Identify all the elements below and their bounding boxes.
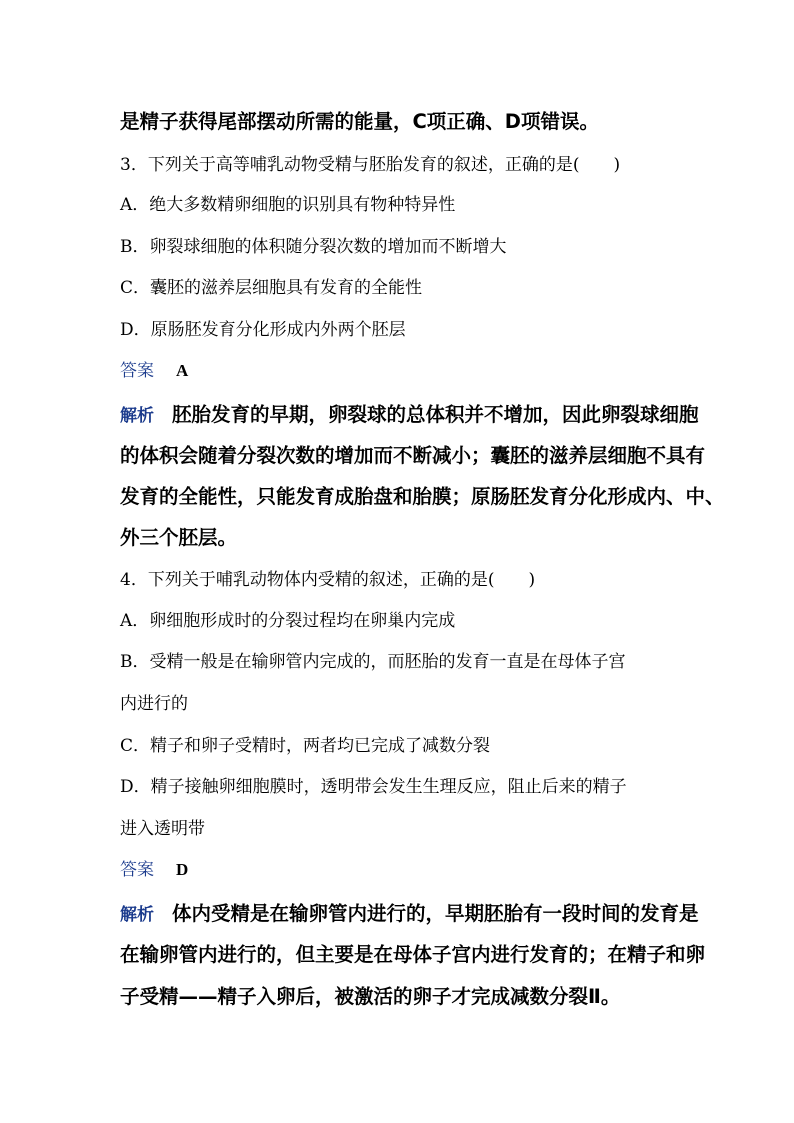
question-3-analysis-line-3: 发育的全能性，只能发育成胎盘和胎膜；原肠胚发育分化形成内、中、 [120,485,725,508]
question-4-stem: 4．下列关于哺乳动物体内受精的叙述，正确的是( ) [120,570,536,590]
question-4-option-b: B．受精一般是在输卵管内完成的，而胚胎的发育一直是在母体子宫 [120,652,626,672]
question-3-analysis-line-4: 外三个胚层。 [120,526,238,549]
question-3-option-c: C．囊胚的滋养层细胞具有发育的全能性 [120,278,423,298]
question-3-answer [120,356,188,381]
analysis-label: 解析 [120,406,154,426]
question-4-answer [120,855,188,880]
analysis-text: 胚胎发育的早期，卵裂球的总体积并不增加，因此卵裂球细胞 [172,403,699,426]
question-3-option-d: D．原肠胚发育分化形成内外两个胚层 [120,320,406,340]
question-3-stem: 3．下列关于高等哺乳动物受精与胚胎发育的叙述，正确的是( ) [120,155,621,175]
analysis-label: 解析 [120,905,154,925]
question-4-analysis-line-2: 在输卵管内进行的，但主要是在母体子宫内进行发育的；在精子和卵 [120,943,706,966]
question-4-option-d: D．精子接触卵细胞膜时，透明带会发生生理反应，阻止后来的精子 [120,777,627,797]
answer-value: D [176,860,189,879]
answer-label: 答案 [120,860,154,880]
answer-value: A [176,361,189,380]
question-4-option-d-cont: 进入透明带 [120,819,205,839]
question-3-analysis-line-2: 的体积会随着分裂次数的增加而不断减小；囊胚的滋养层细胞不具有 [120,444,706,467]
question-3-analysis-line-1 [120,399,699,427]
question-3-option-a: A．绝大多数精卵细胞的识别具有物种特异性 [120,195,456,215]
analysis-continuation-q2: 是精子获得尾部摆动所需的能量，C项正确、D项错误。 [120,110,599,133]
question-4-analysis-line-1 [120,898,699,926]
question-3-option-b: B．卵裂球细胞的体积随分裂次数的增加而不断增大 [120,237,507,257]
question-4-option-a: A．卵细胞形成时的分裂过程均在卵巢内完成 [120,611,456,631]
question-4-option-b-cont: 内进行的 [120,694,188,714]
question-4-option-c: C．精子和卵子受精时，两者均已完成了减数分裂 [120,736,491,756]
answer-label: 答案 [120,361,154,381]
question-4-analysis-line-3: 子受精——精子入卵后，被激活的卵子才完成减数分裂Ⅱ。 [120,985,621,1008]
analysis-text: 体内受精是在输卵管内进行的，早期胚胎有一段时间的发育是 [172,902,699,925]
